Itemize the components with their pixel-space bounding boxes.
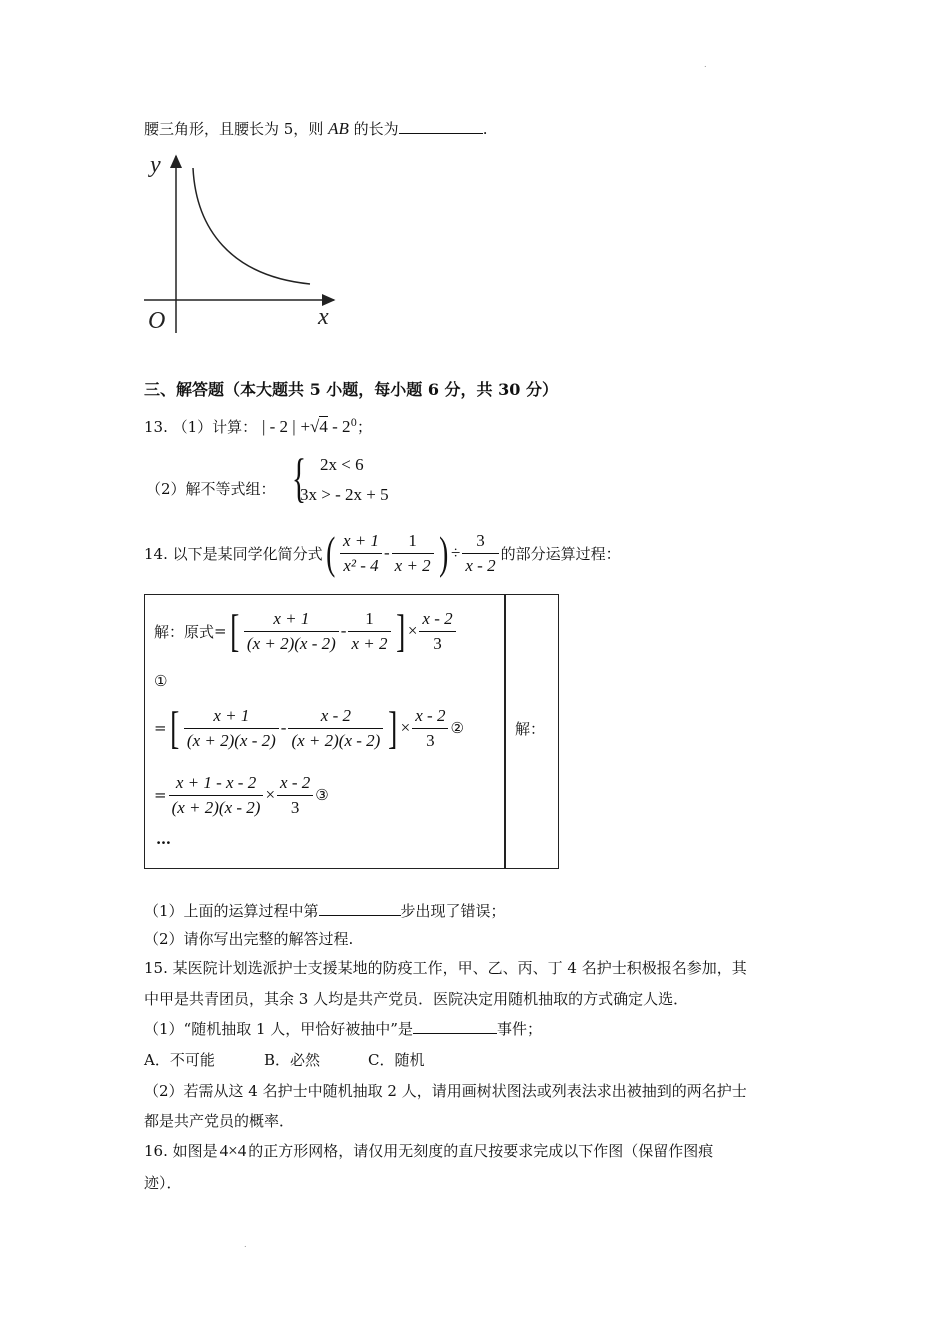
left-bracket-icon: [ bbox=[169, 702, 179, 753]
q15-sub2-line1: （2）若需从这 4 名护士中随机抽取 2 人，请用画树状图法或列表法求出被抽到的两名护士 bbox=[144, 1082, 747, 1100]
q13-plus: + bbox=[300, 417, 311, 436]
top-dot: . bbox=[704, 60, 707, 69]
q14-sub1-text-end: 步出现了错误； bbox=[400, 902, 506, 920]
q16-line2: 迹）． bbox=[144, 1174, 182, 1192]
sqrt-icon: √ bbox=[310, 417, 320, 436]
box-label: 解：原式 bbox=[154, 622, 215, 641]
q14-frac2: $\frac{1}{x + 2}$ bbox=[392, 530, 434, 577]
q13-part1 bbox=[144, 416, 372, 437]
q15-sub1-blank bbox=[413, 1019, 497, 1034]
q15-sub1 bbox=[144, 1018, 542, 1039]
box-eq1: = bbox=[214, 622, 227, 640]
step2-minus: - bbox=[280, 718, 287, 737]
step3-mult: $\frac{x - 2}{3}$ bbox=[277, 772, 313, 819]
q13-part1-label: 13. （1）计算： bbox=[144, 418, 258, 436]
q14-sub1 bbox=[144, 900, 506, 921]
box-eq2: = bbox=[154, 719, 167, 737]
box-step1 bbox=[154, 603, 458, 659]
hyperbola-curve bbox=[193, 168, 310, 284]
step1-minus: - bbox=[340, 621, 347, 640]
q13-sqrt-arg: 4 bbox=[319, 417, 328, 436]
q15-sub2-line2: 都是共产党员的概率． bbox=[144, 1112, 295, 1130]
q15-sub1-text: （1）“随机抽取 1 人，甲恰好被抽中”是 bbox=[144, 1020, 413, 1038]
step1-frac2: $\frac{1}{x + 2}$ bbox=[348, 608, 390, 655]
left-bracket-icon: [ bbox=[229, 605, 239, 656]
q16-line1 bbox=[144, 1140, 713, 1161]
step2-times: × bbox=[400, 718, 411, 737]
q15-line2: 中甲是共青团员，其余 3 人均是共产党员．医院决定用随机抽取的方式确定人选． bbox=[144, 990, 689, 1008]
step1-mult: $\frac{x - 2}{3}$ bbox=[419, 608, 455, 655]
q14-sub1-text: （1）上面的运算过程中第 bbox=[144, 902, 319, 920]
q16-grid-size: 4×4 bbox=[219, 1141, 247, 1160]
right-bracket-icon: ] bbox=[388, 702, 398, 753]
q14-minus: - bbox=[383, 543, 390, 562]
q14-outro: 的部分运算过程： bbox=[500, 544, 621, 563]
box-step2 bbox=[154, 700, 464, 756]
q15-line1: 15. 某医院计划选派护士支援某地的防疫工作，甲、乙、丙、丁 4 名护士积极报名参加，其 bbox=[144, 959, 747, 977]
q13-part2-label: （2）解不等式组： bbox=[146, 480, 276, 498]
inverse-function-graph bbox=[140, 148, 340, 338]
q14-intro-text: 14. 以下是某同学化简分式 bbox=[144, 544, 323, 563]
q13-part1-end: ； bbox=[356, 418, 372, 436]
q13-ineq2: 3x > - 2x + 5 bbox=[300, 485, 389, 504]
y-axis-label: y bbox=[150, 152, 161, 178]
q12-text-after: 的长为 bbox=[353, 120, 399, 138]
step3-times: × bbox=[265, 785, 276, 804]
q12-answer-blank bbox=[399, 119, 483, 134]
step-mark-3: ③ bbox=[315, 786, 329, 804]
step2-frac1: $\frac{x + 1}{(x + 2)(x - 2)}$ bbox=[184, 705, 279, 752]
q12-end: . bbox=[482, 120, 488, 138]
q13-exponent: 0 bbox=[350, 418, 357, 429]
q15-option-b: B．必然 bbox=[264, 1051, 321, 1069]
q14-frac1: $\frac{x + 1}{\text{x² - 4}}$ bbox=[340, 530, 382, 577]
step1-frac1: $\frac{x + 1}{(x + 2)(x - 2)}$ bbox=[244, 608, 339, 655]
section3-title: 三、解答题（本大题共 5 小题，每小题 6 分，共 30 分） bbox=[144, 380, 558, 399]
q12-tail bbox=[144, 118, 487, 139]
box-ellipsis: … bbox=[156, 830, 171, 848]
q12-var: AB bbox=[328, 119, 349, 138]
q14-frac3: $\frac{3}{x - 2}$ bbox=[462, 530, 498, 577]
q14-sub1-blank bbox=[319, 901, 401, 916]
q16-text-b: 的正方形网格，请仅用无刻度的直尺按要求完成以下作图（保留作图痕 bbox=[248, 1142, 714, 1160]
origin-label: O bbox=[148, 308, 166, 334]
q15-option-c: C．随机 bbox=[368, 1051, 425, 1069]
q14-sub2: （2）请你写出完整的解答过程. bbox=[144, 930, 354, 948]
right-paren-icon: ) bbox=[438, 527, 448, 578]
q14-intro bbox=[144, 528, 621, 578]
box-step3 bbox=[154, 767, 329, 823]
bottom-dot: . bbox=[244, 1240, 247, 1249]
x-axis-label: x bbox=[318, 304, 329, 330]
q13-ineq1: 2x < 6 bbox=[320, 455, 364, 474]
q15-sub1-text-end: 事件； bbox=[496, 1020, 542, 1038]
step2-mult: $\frac{x - 2}{3}$ bbox=[412, 705, 448, 752]
right-bracket-icon: ] bbox=[395, 605, 405, 656]
q15-option-a: A．不可能 bbox=[144, 1051, 215, 1069]
q13-abs-expr: | - 2 | bbox=[261, 417, 296, 436]
box-right-label: 解： bbox=[515, 720, 546, 738]
q13-minus-two: - 2 bbox=[327, 417, 351, 436]
brace-icon: { bbox=[291, 448, 307, 508]
left-paren-icon: ( bbox=[325, 527, 335, 578]
step3-frac: $\frac{x + 1 - x - 2}{(x + 2)(x - 2)}$ bbox=[169, 772, 264, 819]
q16-text-a: 16. 如图是 bbox=[144, 1142, 218, 1160]
box-eq3: = bbox=[154, 786, 167, 804]
step1-times: × bbox=[407, 621, 418, 640]
step-mark-1: ① bbox=[154, 672, 168, 690]
step-mark-2: ② bbox=[450, 719, 464, 737]
q14-div: ÷ bbox=[451, 543, 461, 562]
step2-frac2: $\frac{x - 2}{(x + 2)(x - 2)}$ bbox=[288, 705, 383, 752]
q12-text-before: 腰三角形，且腰长为 5，则 bbox=[144, 120, 324, 138]
